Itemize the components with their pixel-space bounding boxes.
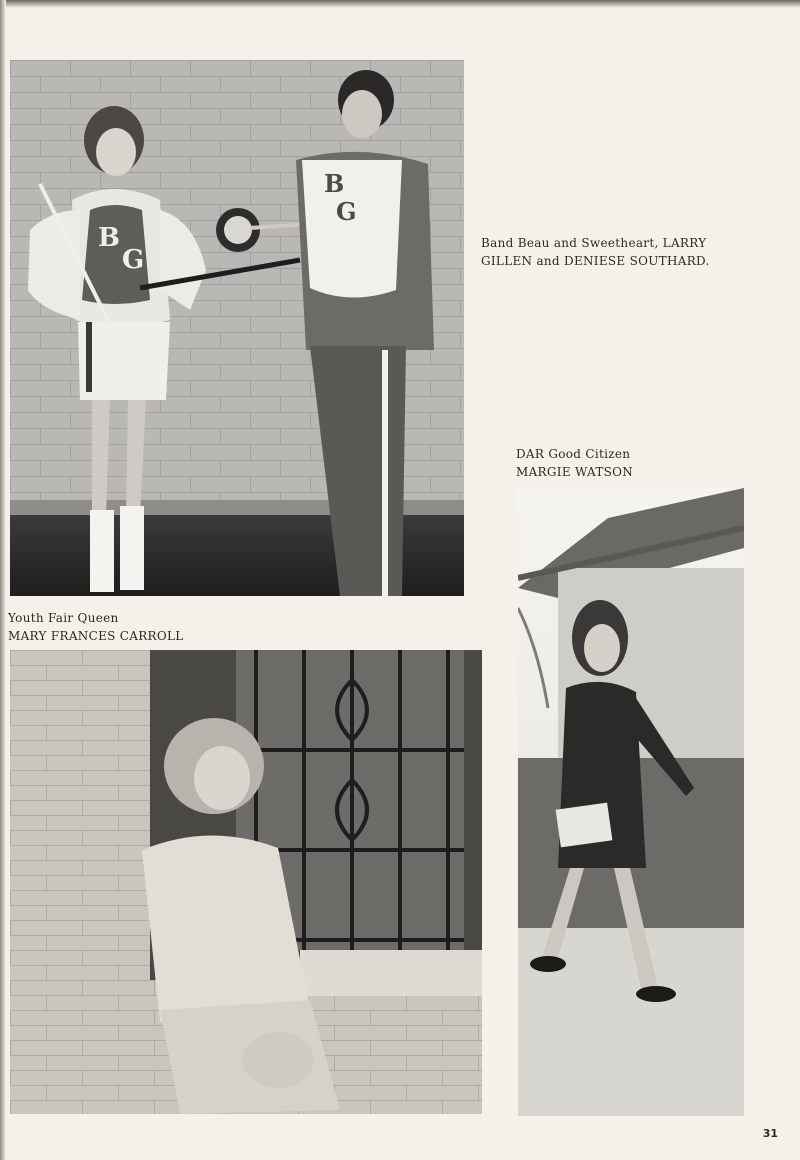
dar-caption xyxy=(516,445,633,481)
band-caption xyxy=(481,234,710,270)
svg-text:G: G xyxy=(336,197,357,226)
dar-caption-line-2: MARGIE WATSON xyxy=(516,465,634,479)
youth-fair-caption-line-2: MARY FRANCES CARROLL xyxy=(8,629,184,643)
svg-text:B: B xyxy=(324,169,345,198)
dar-good-citizen-photo xyxy=(518,488,744,1116)
page-binding-shadow xyxy=(0,0,6,1160)
page-number: 31 xyxy=(762,1127,778,1140)
youth-fair-caption-line-1: Youth Fair Queen xyxy=(8,611,119,625)
youth-fair-caption xyxy=(8,609,184,645)
svg-text:G: G xyxy=(122,245,145,275)
youth-fair-queen-photo xyxy=(10,650,482,1114)
band-beau-sweetheart-photo xyxy=(10,60,464,596)
svg-text:B: B xyxy=(98,223,120,253)
band-caption-line-1: Band Beau and Sweetheart, LARRY xyxy=(481,236,707,250)
page-top-shadow xyxy=(0,0,800,8)
dar-caption-line-1: DAR Good Citizen xyxy=(516,447,631,461)
band-caption-line-2: GILLEN and DENIESE SOUTHARD. xyxy=(481,254,710,268)
